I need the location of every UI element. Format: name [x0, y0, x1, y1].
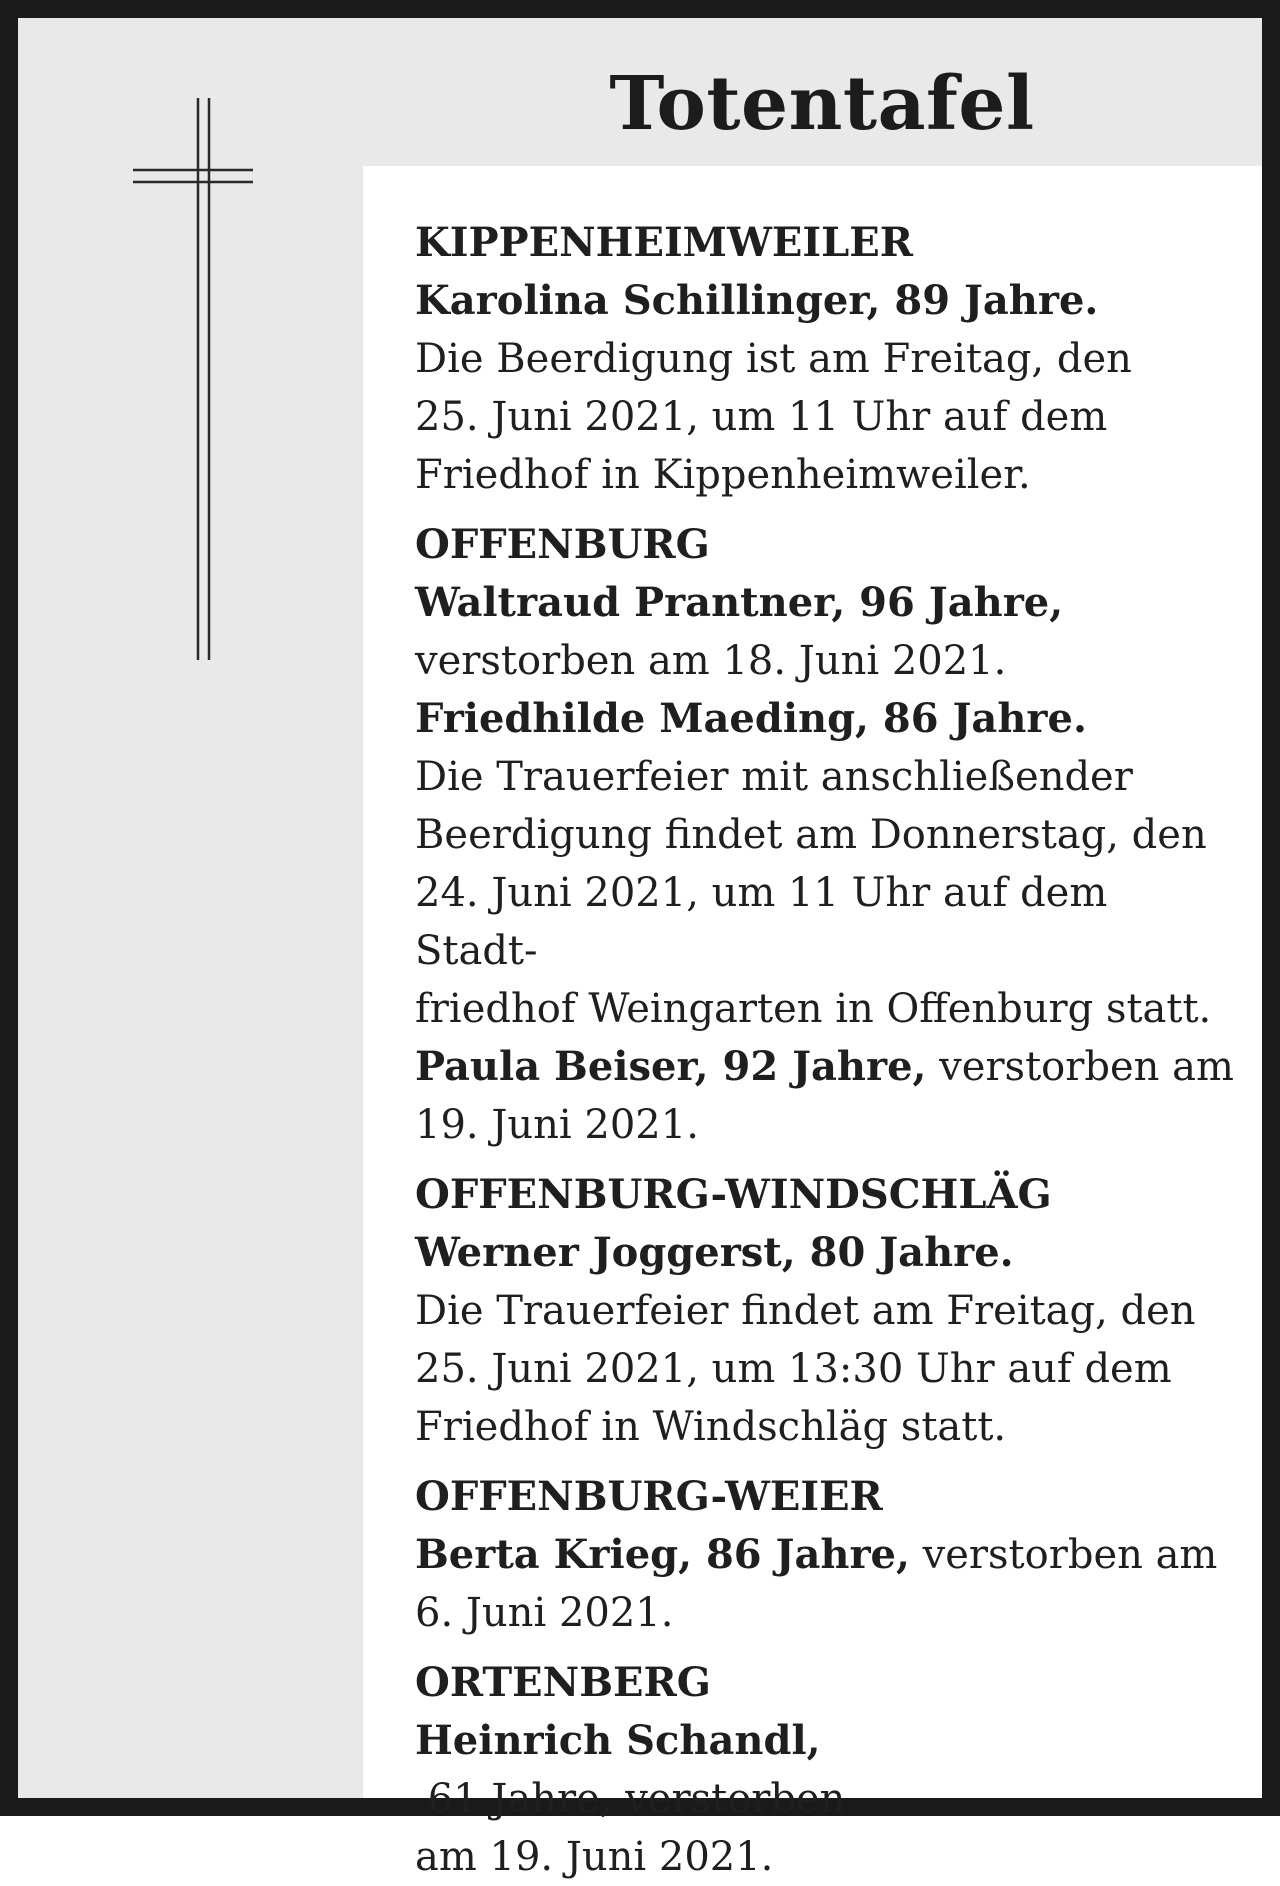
deceased-name: Friedhilde Maeding, 86 Jahre.	[415, 695, 1087, 742]
obituary-entry	[415, 1224, 1242, 1456]
entry-first-line	[415, 1526, 1242, 1584]
location-heading: OFFENBURG-WEIER	[415, 1473, 883, 1520]
entry-text-line: verstorben am 18. Juni 2021.	[415, 638, 1007, 684]
entry-first-line	[415, 1224, 1242, 1282]
entry-text-line: Beerdigung findet am Donnerstag, den	[415, 812, 1207, 858]
entry-text-line: 19. Juni 2021.	[415, 1102, 699, 1148]
location-section	[415, 1468, 1242, 1642]
entry-text-line: 6. Juni 2021.	[415, 1590, 674, 1636]
entry-text-line: Die Trauerfeier mit anschließender	[415, 754, 1133, 800]
entry-first-line	[415, 690, 1242, 748]
entry-first-line	[415, 272, 1242, 330]
obituary-entry	[415, 1038, 1242, 1154]
deceased-name: Heinrich Schandl,	[415, 1717, 821, 1764]
entry-first-line	[415, 1038, 1242, 1096]
deceased-name: Paula Beiser, 92 Jahre,	[415, 1043, 927, 1090]
entry-text-line: 24. Juni 2021, um 11 Uhr auf dem Stadt-	[415, 870, 1108, 974]
deceased-name: Waltraud Prantner, 96 Jahre,	[415, 579, 1064, 626]
location-heading: ORTENBERG	[415, 1659, 711, 1706]
entry-inline-text: 61 Jahre, verstorben	[415, 1776, 846, 1822]
section-gap	[415, 1154, 1242, 1166]
section-gap	[415, 1456, 1242, 1468]
content-panel	[363, 166, 1262, 1880]
entry-text-line: Die Beerdigung ist am Freitag, den	[415, 336, 1132, 382]
section-gap	[415, 504, 1242, 516]
deceased-name: Werner Joggerst, 80 Jahre.	[415, 1229, 1014, 1276]
obituary-entry	[415, 1526, 1242, 1642]
obituary-entry	[415, 574, 1242, 690]
entry-text-line: 25. Juni 2021, um 11 Uhr auf dem	[415, 394, 1108, 440]
obituary-entry	[415, 690, 1242, 1038]
deceased-name: Berta Krieg, 86 Jahre,	[415, 1531, 910, 1578]
entry-text-line: am 19. Juni 2021.	[415, 1834, 774, 1880]
location-section	[415, 1166, 1242, 1456]
entry-text-line: friedhof Weingarten in Offenburg statt.	[415, 986, 1212, 1032]
entry-text-line: Die Trauerfeier findet am Freitag, den	[415, 1288, 1196, 1334]
location-heading: OFFENBURG	[415, 521, 710, 568]
deceased-name: Karolina Schillinger, 89 Jahre.	[415, 277, 1099, 324]
obituary-entry	[415, 272, 1242, 504]
page-title: Totentafel	[609, 61, 1035, 147]
location-section	[415, 516, 1242, 1154]
entry-text-line: Friedhof in Windschläg statt.	[415, 1404, 1007, 1450]
cross-icon	[113, 78, 253, 678]
location-heading: KIPPENHEIMWEILER	[415, 219, 913, 266]
section-gap	[415, 1642, 1242, 1654]
entry-first-line	[415, 574, 1242, 632]
obituary-list	[415, 214, 1242, 1886]
entry-inline-text: verstorben am	[926, 1044, 1234, 1090]
location-heading: OFFENBURG-WINDSCHLÄG	[415, 1171, 1052, 1218]
obituary-entry	[415, 1712, 1242, 1886]
entry-first-line	[415, 1712, 1242, 1828]
entry-text-line: 25. Juni 2021, um 13:30 Uhr auf dem	[415, 1346, 1172, 1392]
entry-text-line: Friedhof in Kippenheimweiler.	[415, 452, 1031, 498]
location-section	[415, 214, 1242, 504]
entry-inline-text: verstorben am	[909, 1532, 1218, 1578]
location-section	[415, 1654, 1242, 1886]
